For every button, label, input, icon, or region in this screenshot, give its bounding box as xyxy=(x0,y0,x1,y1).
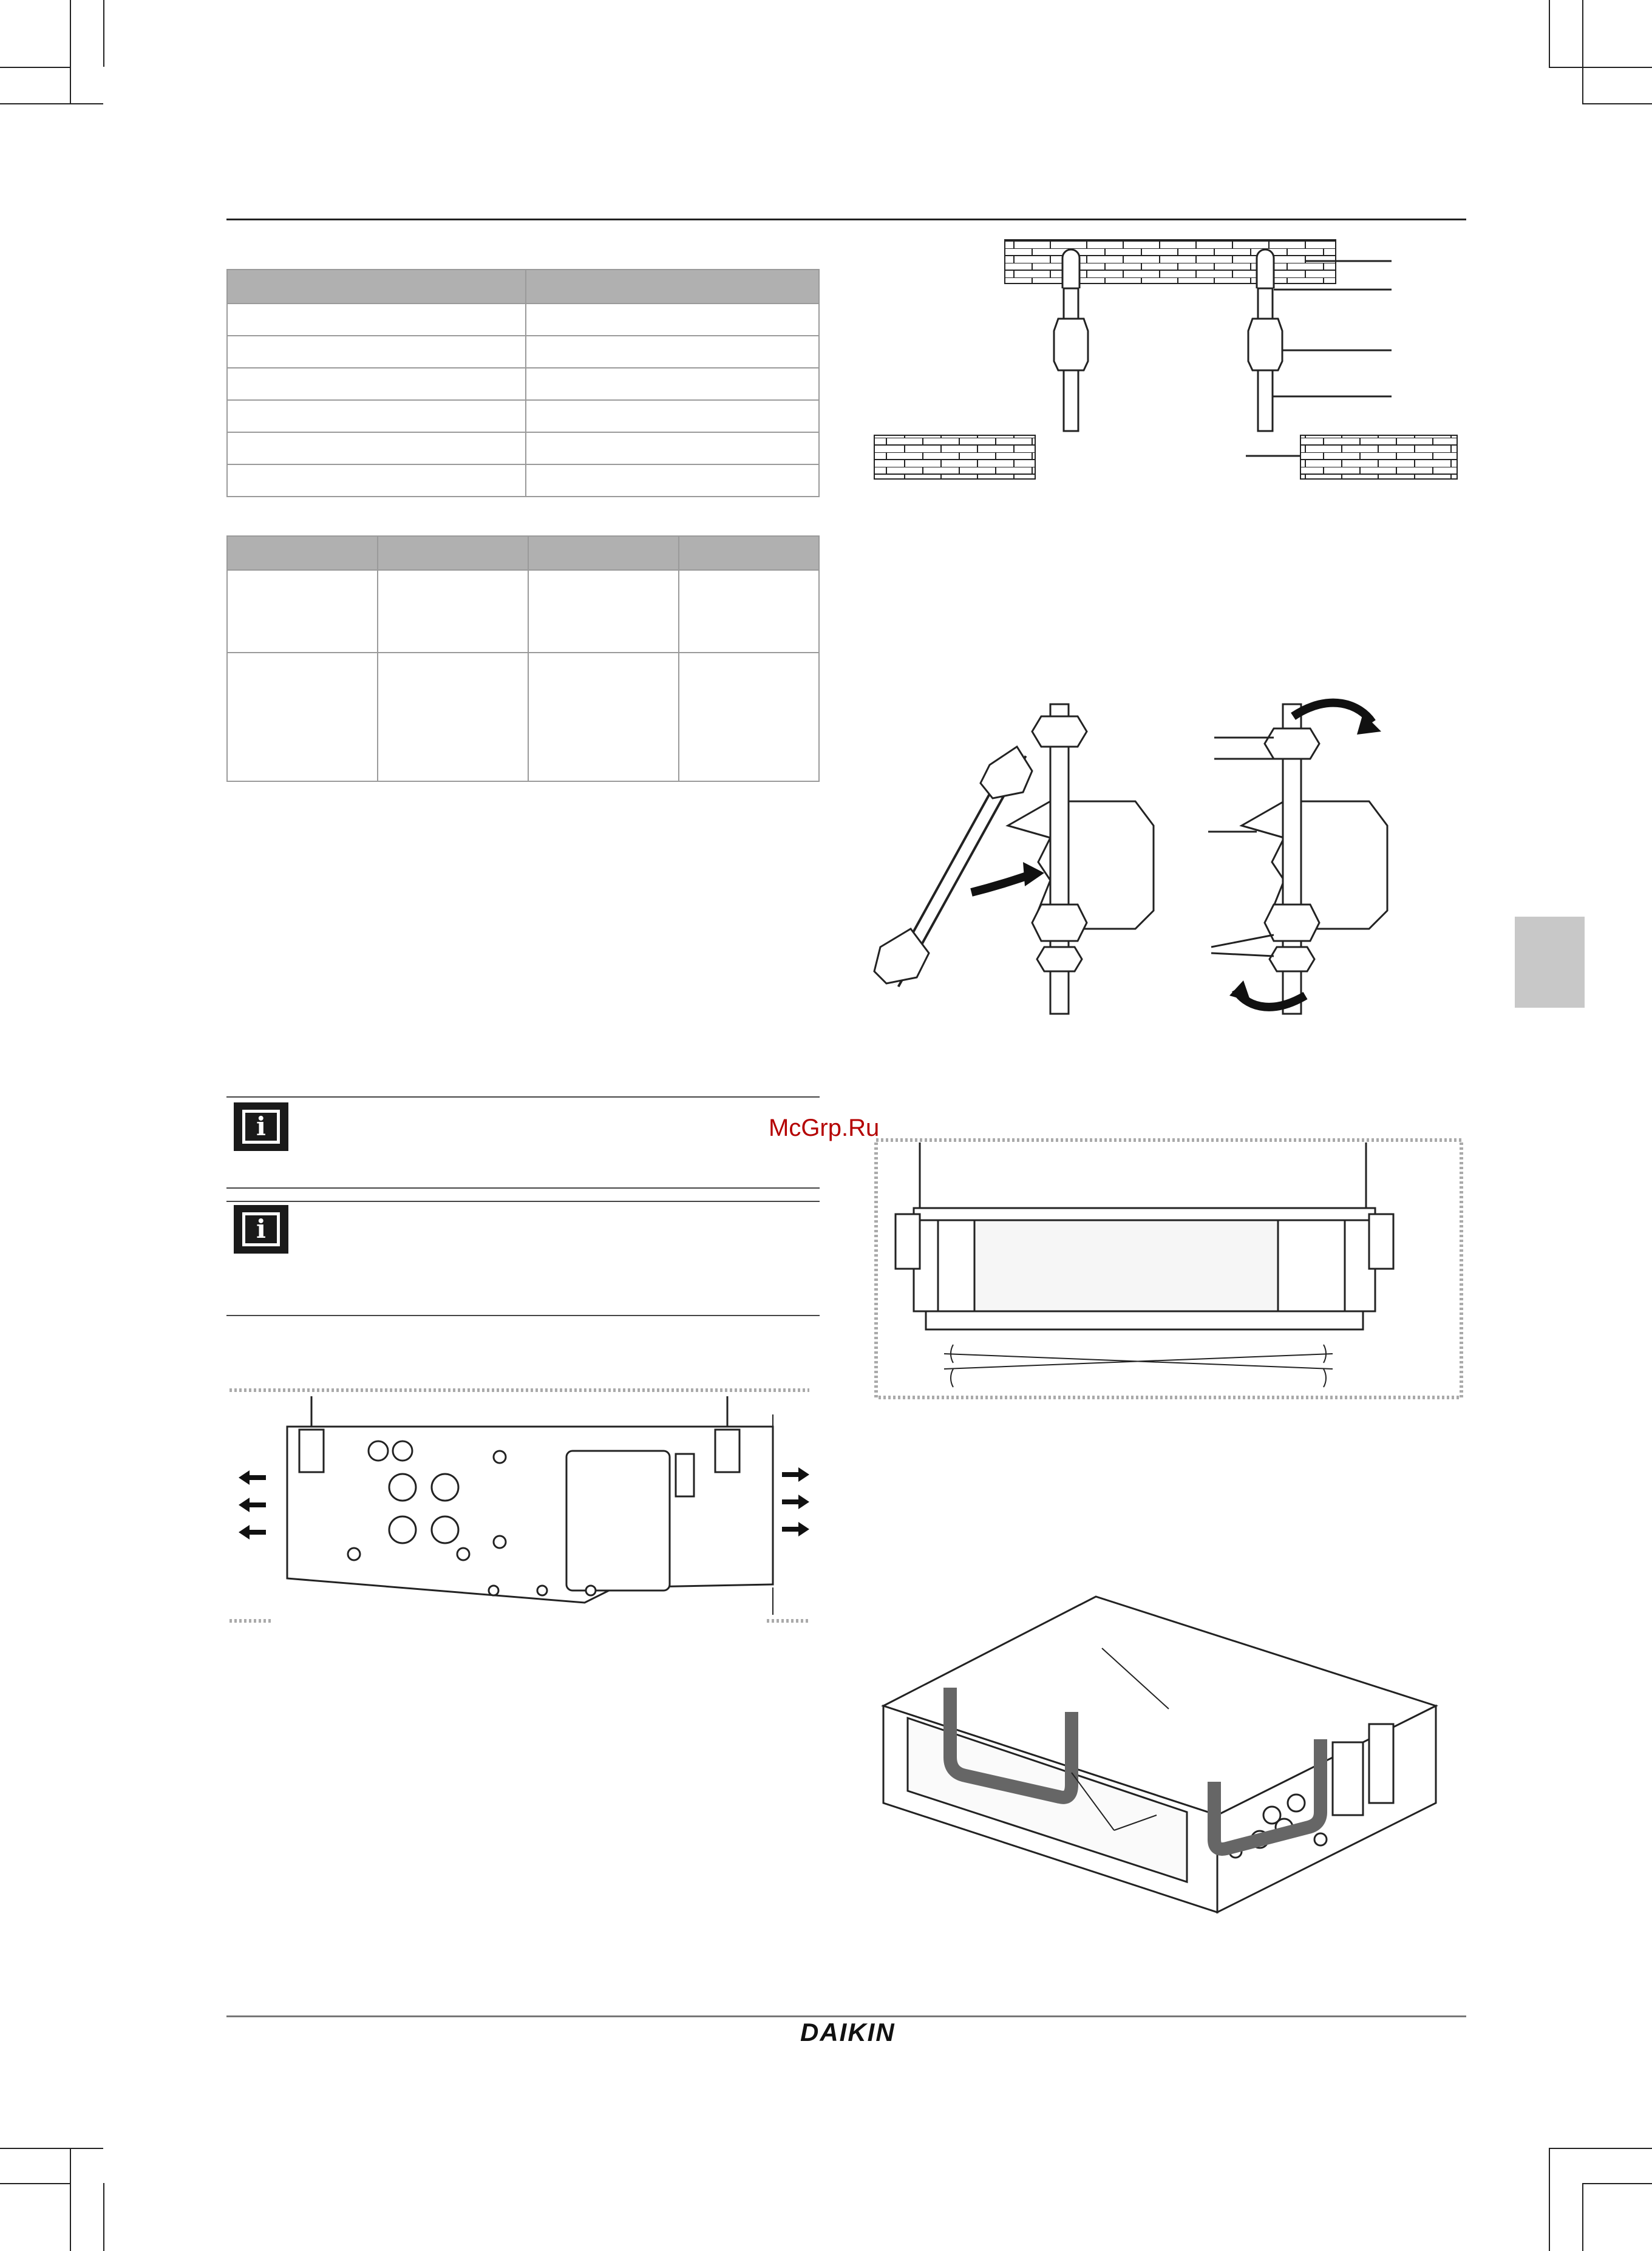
table-row xyxy=(227,464,819,497)
table-row xyxy=(227,304,819,336)
crop-mark xyxy=(1582,2183,1583,2251)
ceiling-anchor-diagram xyxy=(868,234,1469,489)
table-header-row xyxy=(227,270,819,304)
crop-mark xyxy=(1549,0,1550,67)
crop-mark xyxy=(0,103,103,104)
unit-level-diagram xyxy=(871,1135,1466,1402)
spec-table-1 xyxy=(226,269,820,497)
header-rule xyxy=(226,219,1466,220)
crop-mark xyxy=(0,67,70,68)
section-thumb-tab xyxy=(1515,917,1585,1008)
unit-isometric-diagram xyxy=(871,1591,1442,1930)
crop-mark xyxy=(1549,2148,1652,2149)
info-rule xyxy=(226,1096,820,1098)
crop-mark xyxy=(103,0,104,67)
table-header-row xyxy=(227,536,819,570)
table-row xyxy=(227,570,819,653)
info-rule xyxy=(226,1187,820,1189)
table-row xyxy=(227,336,819,368)
hanger-bracket-diagram xyxy=(868,680,1415,1020)
crop-mark xyxy=(1582,2183,1652,2184)
info-rule xyxy=(226,1315,820,1316)
crop-mark xyxy=(103,2183,104,2251)
table-row xyxy=(227,368,819,400)
crop-mark xyxy=(70,2148,71,2251)
table-row xyxy=(227,432,819,464)
crop-mark xyxy=(70,0,71,103)
crop-mark xyxy=(1549,2148,1550,2251)
footer-rule xyxy=(226,2015,1466,2017)
table-row xyxy=(227,653,819,781)
info-icon: i xyxy=(234,1102,288,1151)
watermark: McGrp.Ru xyxy=(769,1115,880,1141)
crop-mark xyxy=(1549,67,1652,68)
crop-mark xyxy=(0,2183,70,2184)
daikin-logo: DAIKIN xyxy=(800,2018,896,2046)
crop-mark xyxy=(1582,103,1652,104)
crop-mark xyxy=(1582,0,1583,103)
unit-side-panel-diagram xyxy=(226,1384,821,1639)
crop-mark xyxy=(0,2148,103,2149)
spec-table-2 xyxy=(226,535,820,782)
table-row xyxy=(227,400,819,432)
info-rule xyxy=(226,1201,820,1202)
info-icon: i xyxy=(234,1205,288,1254)
